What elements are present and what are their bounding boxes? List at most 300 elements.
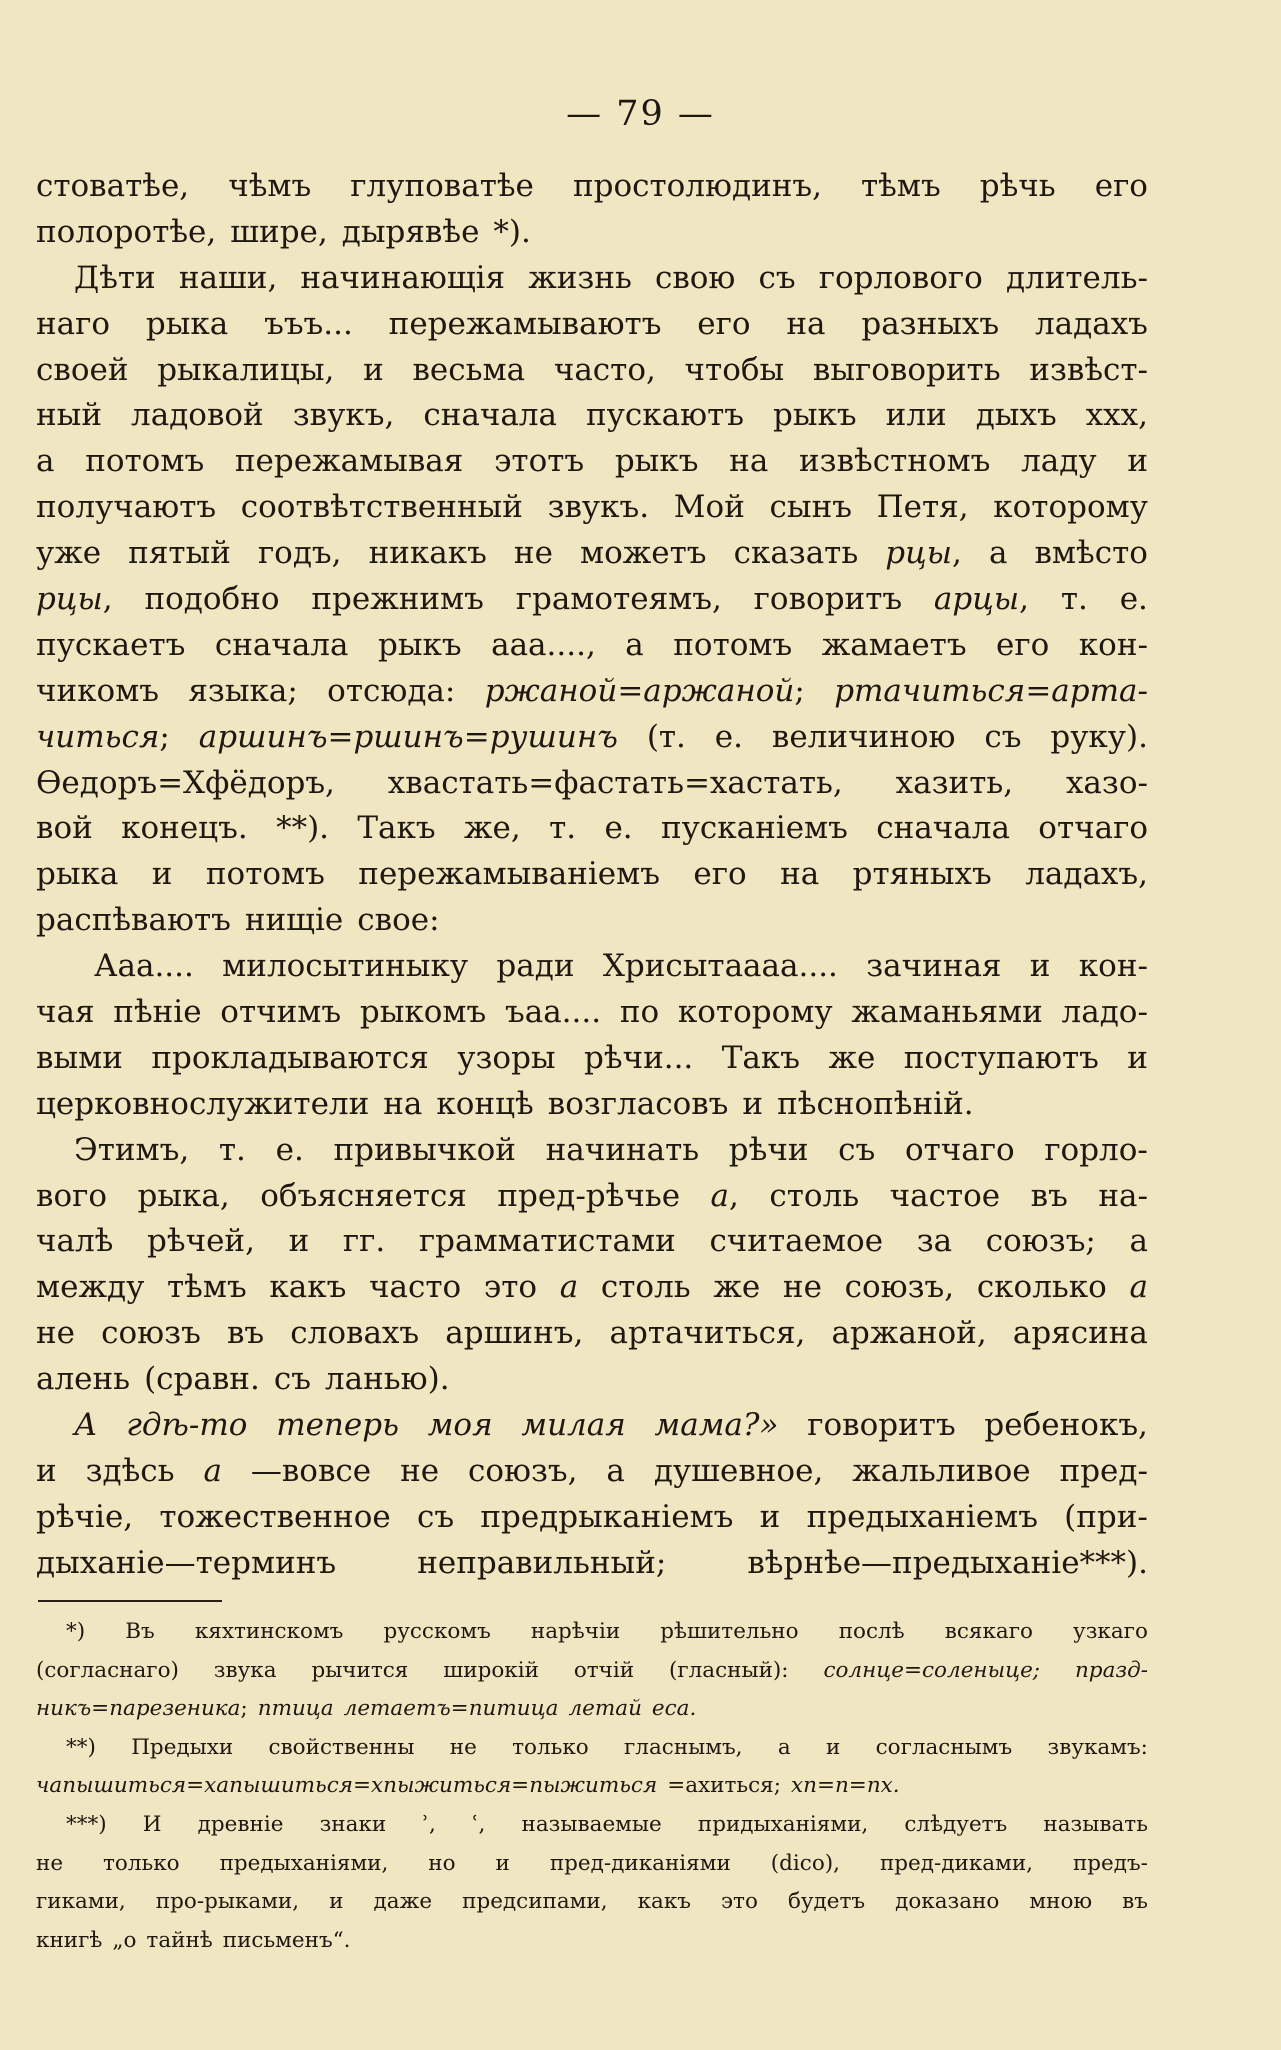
word bbox=[620, 990, 659, 1036]
word bbox=[1038, 806, 1148, 852]
word bbox=[601, 1265, 691, 1311]
word bbox=[747, 1541, 1148, 1587]
word bbox=[311, 577, 484, 623]
word bbox=[638, 1883, 691, 1922]
text-run: милая bbox=[521, 1407, 626, 1444]
text-run: тожественное bbox=[159, 1498, 391, 1535]
text-run: словахъ bbox=[290, 1315, 420, 1352]
word bbox=[389, 302, 662, 348]
word bbox=[36, 1219, 113, 1265]
word bbox=[1044, 1128, 1148, 1174]
text-run: Петя, bbox=[876, 489, 969, 526]
text-run: *). bbox=[493, 213, 531, 250]
text-run: гг. bbox=[342, 1223, 386, 1260]
text-run: простолюдинъ, bbox=[572, 168, 822, 204]
word bbox=[36, 1311, 75, 1357]
word bbox=[1079, 623, 1148, 669]
word bbox=[851, 990, 1042, 1036]
text-run: соотвѣтственный bbox=[240, 489, 523, 526]
text-run: рѣчи... bbox=[584, 1039, 694, 1076]
word bbox=[674, 485, 745, 531]
word bbox=[36, 1357, 130, 1403]
text-run: дыхъ bbox=[975, 397, 1057, 434]
word bbox=[826, 1729, 840, 1768]
text-run: а bbox=[1129, 1269, 1148, 1306]
text-run: Хрисытаааа.... bbox=[602, 948, 838, 985]
word bbox=[574, 1652, 634, 1691]
text-run: аршинъ, bbox=[445, 1315, 584, 1352]
text-run: звукъ, bbox=[292, 397, 395, 434]
text-run: съ bbox=[416, 1498, 455, 1535]
text-run: считаемое bbox=[709, 1223, 884, 1260]
text-line bbox=[36, 1082, 1148, 1128]
text-run: рыкъ bbox=[377, 626, 462, 663]
text-run: русскомъ bbox=[383, 1619, 491, 1644]
text-run: предыханіемъ bbox=[806, 1498, 1038, 1535]
word bbox=[770, 485, 852, 531]
text-run: чая bbox=[36, 994, 95, 1031]
word bbox=[357, 806, 435, 852]
word bbox=[36, 1690, 248, 1729]
text-run: сначала bbox=[876, 810, 1010, 847]
text-run: мною bbox=[1029, 1889, 1093, 1915]
text-run: начинающія bbox=[300, 259, 506, 296]
text-line bbox=[36, 1311, 1148, 1357]
text-run: пусканіемъ bbox=[661, 810, 848, 847]
text-run: арясина bbox=[1012, 1315, 1148, 1352]
word bbox=[838, 1128, 875, 1174]
text-run: мама?» bbox=[654, 1407, 779, 1444]
word bbox=[1030, 944, 1051, 990]
word bbox=[573, 164, 822, 210]
word bbox=[615, 439, 699, 485]
text-run: называемые bbox=[521, 1811, 662, 1837]
text-run: не bbox=[513, 535, 553, 572]
word bbox=[984, 1403, 1147, 1449]
text-run: въ bbox=[226, 1315, 265, 1352]
text-run: и bbox=[329, 1889, 344, 1915]
text-run: предъ- bbox=[1072, 1850, 1148, 1876]
word bbox=[383, 1613, 490, 1652]
text-line bbox=[36, 210, 1148, 256]
text-run: е. bbox=[1119, 581, 1148, 618]
word bbox=[522, 1806, 662, 1845]
word bbox=[147, 1219, 255, 1265]
text-line bbox=[36, 485, 1148, 531]
word bbox=[343, 1219, 385, 1265]
word bbox=[363, 348, 384, 394]
text-run: извѣстномъ bbox=[799, 443, 991, 480]
word bbox=[36, 1174, 107, 1220]
word bbox=[462, 1883, 607, 1922]
text-run: частое bbox=[889, 1177, 1001, 1214]
text-run: на- bbox=[1098, 1177, 1148, 1214]
word bbox=[188, 669, 297, 715]
text-run: теперь bbox=[276, 1407, 399, 1444]
word bbox=[853, 852, 992, 898]
footnote-line bbox=[36, 1729, 1148, 1768]
text-run: своей bbox=[36, 351, 129, 388]
text-run: Мой bbox=[673, 489, 745, 526]
text-run: (согласнаго) bbox=[36, 1657, 179, 1683]
word bbox=[496, 1845, 510, 1884]
word bbox=[199, 715, 618, 761]
word bbox=[497, 1174, 680, 1220]
word bbox=[505, 990, 601, 1036]
text-run: и bbox=[742, 1085, 764, 1122]
text-run: вѣрнѣе—предыханіе***). bbox=[747, 1544, 1148, 1581]
word bbox=[276, 1128, 304, 1174]
word bbox=[36, 1541, 336, 1587]
text-run: пред-рѣчье bbox=[497, 1177, 681, 1214]
text-run: (dico), bbox=[770, 1850, 840, 1876]
text-run: концѣ bbox=[436, 1085, 534, 1122]
word bbox=[103, 1845, 180, 1884]
word bbox=[358, 852, 660, 898]
text-run: и bbox=[825, 1734, 841, 1760]
word bbox=[678, 990, 833, 1036]
word bbox=[586, 393, 744, 439]
text-run: душевное, bbox=[653, 1452, 824, 1489]
text-run: ; bbox=[794, 672, 805, 709]
text-run: которому bbox=[993, 489, 1148, 526]
text-run: никъ=парезеника bbox=[36, 1696, 241, 1722]
text-line bbox=[36, 623, 1148, 669]
text-line bbox=[36, 1265, 1148, 1311]
text-run: привычкой bbox=[333, 1131, 516, 1168]
text-run: рцы bbox=[36, 581, 103, 618]
text-run: пред-диканіями bbox=[549, 1850, 731, 1876]
text-run: и bbox=[1127, 443, 1148, 480]
word bbox=[151, 1036, 428, 1082]
text-run: прежнимъ bbox=[311, 581, 484, 618]
text-run: на bbox=[729, 443, 769, 480]
text-run: и bbox=[288, 1223, 310, 1260]
text-run: никакъ bbox=[368, 535, 487, 572]
text-run: горлового bbox=[818, 259, 983, 296]
text-run: называть bbox=[1043, 1811, 1148, 1837]
word bbox=[1048, 1729, 1148, 1768]
text-run: жамаетъ bbox=[821, 626, 967, 663]
word bbox=[311, 1652, 408, 1691]
text-line bbox=[36, 302, 1148, 348]
word bbox=[274, 1357, 311, 1403]
text-run: предсипами, bbox=[462, 1889, 608, 1915]
word bbox=[754, 577, 902, 623]
text-run: объясняется bbox=[260, 1177, 467, 1214]
text-run: нарѣчіи bbox=[530, 1619, 621, 1644]
text-run: жаманьями bbox=[851, 994, 1043, 1031]
word bbox=[36, 531, 101, 577]
text-run: книгѣ bbox=[36, 1927, 103, 1953]
text-run: годъ, bbox=[257, 535, 342, 572]
text-run: тѣмъ bbox=[861, 168, 941, 204]
text-run: союзъ bbox=[101, 1315, 201, 1352]
word bbox=[880, 1845, 1033, 1884]
word bbox=[228, 164, 311, 210]
word bbox=[269, 1729, 415, 1768]
word bbox=[861, 164, 941, 210]
text-run: не bbox=[36, 1850, 64, 1876]
text-run: даже bbox=[373, 1889, 433, 1915]
word bbox=[300, 256, 505, 302]
word bbox=[198, 1806, 284, 1845]
word bbox=[514, 531, 553, 577]
word bbox=[74, 256, 156, 302]
word bbox=[36, 623, 185, 669]
text-run: уже bbox=[36, 535, 102, 572]
text-run: отчій bbox=[573, 1657, 635, 1683]
text-run: „о bbox=[112, 1927, 137, 1953]
word bbox=[709, 1219, 883, 1265]
word bbox=[1025, 852, 1148, 898]
word bbox=[780, 852, 819, 898]
text-run: союзъ, bbox=[844, 1269, 955, 1306]
word bbox=[320, 1806, 387, 1845]
word bbox=[895, 1883, 999, 1922]
text-line bbox=[36, 256, 1148, 302]
word bbox=[112, 1922, 136, 1961]
text-run: распѣваютъ bbox=[36, 902, 231, 939]
text-run: рыкомъ bbox=[359, 994, 487, 1031]
word bbox=[606, 1449, 624, 1495]
word bbox=[996, 623, 1049, 669]
text-run: ххх, bbox=[1085, 397, 1148, 434]
word bbox=[603, 944, 838, 990]
text-run: величиною bbox=[771, 718, 956, 755]
word bbox=[760, 1495, 781, 1541]
word bbox=[223, 1922, 351, 1961]
word bbox=[36, 1036, 123, 1082]
word bbox=[516, 577, 722, 623]
word bbox=[721, 1883, 758, 1922]
text-run: только bbox=[512, 1734, 589, 1760]
text-run: только bbox=[103, 1850, 180, 1876]
text-line bbox=[36, 577, 1148, 623]
word bbox=[1064, 1495, 1148, 1541]
text-run: съ bbox=[838, 1131, 876, 1168]
word bbox=[443, 1652, 539, 1691]
text-run: а bbox=[559, 1269, 579, 1306]
text-run: сначала bbox=[214, 626, 349, 663]
footnote-line bbox=[36, 1767, 1148, 1806]
word bbox=[904, 1036, 1099, 1082]
text-run: ржаной=аржаной bbox=[484, 672, 795, 709]
text-run: послѣ bbox=[838, 1619, 905, 1644]
word bbox=[822, 623, 967, 669]
word bbox=[771, 1845, 840, 1884]
word bbox=[388, 761, 843, 807]
word bbox=[584, 1036, 693, 1082]
word bbox=[428, 1845, 455, 1884]
text-run: наши, bbox=[178, 259, 278, 296]
text-run: птица bbox=[257, 1696, 334, 1722]
text-run: руку). bbox=[1050, 718, 1148, 755]
word bbox=[85, 439, 204, 485]
word bbox=[624, 1729, 742, 1768]
word bbox=[167, 1265, 247, 1311]
text-run: рыка bbox=[145, 305, 229, 342]
word bbox=[235, 439, 463, 485]
text-run: извѣст- bbox=[1029, 351, 1148, 388]
text-run: , bbox=[1019, 581, 1029, 618]
text-run: съ bbox=[758, 259, 796, 296]
word bbox=[977, 1265, 1107, 1311]
word bbox=[422, 1806, 435, 1845]
word bbox=[144, 577, 279, 623]
word bbox=[36, 1652, 179, 1691]
word bbox=[36, 164, 189, 210]
text-run: сначала bbox=[423, 397, 557, 434]
word bbox=[472, 1806, 485, 1845]
page-number: — 79 — bbox=[566, 94, 715, 134]
word bbox=[905, 1128, 1015, 1174]
word bbox=[74, 1403, 97, 1449]
word bbox=[86, 1449, 175, 1495]
word bbox=[131, 393, 264, 439]
word bbox=[436, 1082, 533, 1128]
word bbox=[493, 210, 530, 256]
word bbox=[772, 715, 956, 761]
text-run: между bbox=[36, 1269, 145, 1306]
text-run: гласнымъ, bbox=[624, 1734, 743, 1760]
text-run: какъ bbox=[637, 1889, 691, 1915]
text-run: чалѣ bbox=[36, 1223, 114, 1260]
word bbox=[329, 1883, 343, 1922]
footnote-line bbox=[36, 1690, 1148, 1729]
word bbox=[722, 1036, 800, 1082]
text-run: и bbox=[495, 1850, 510, 1876]
word bbox=[945, 1613, 1033, 1652]
word bbox=[984, 715, 1021, 761]
word bbox=[1034, 531, 1147, 577]
word bbox=[36, 761, 335, 807]
word bbox=[734, 531, 859, 577]
text-run: звукамъ: bbox=[1047, 1734, 1148, 1760]
text-run: его bbox=[697, 305, 751, 342]
word bbox=[36, 577, 113, 623]
word bbox=[885, 531, 962, 577]
text-run: хазить, bbox=[895, 764, 1014, 801]
word bbox=[383, 1082, 422, 1128]
word bbox=[1031, 1174, 1068, 1220]
word bbox=[866, 944, 1001, 990]
text-line bbox=[36, 761, 1148, 807]
word bbox=[113, 990, 201, 1036]
text-line bbox=[36, 852, 1148, 898]
word bbox=[485, 669, 805, 715]
text-run: солнце=соленыце; bbox=[823, 1657, 1041, 1683]
word bbox=[773, 393, 857, 439]
word bbox=[36, 1767, 657, 1806]
word bbox=[293, 393, 395, 439]
text-run: выми bbox=[36, 1039, 123, 1076]
word bbox=[496, 944, 574, 990]
word bbox=[125, 1613, 154, 1652]
text-run: тѣмъ bbox=[167, 1269, 247, 1306]
text-line bbox=[36, 806, 1148, 852]
word bbox=[655, 256, 735, 302]
text-run: хп=п=пх. bbox=[790, 1773, 900, 1799]
word bbox=[74, 1128, 189, 1174]
text-run: звука bbox=[213, 1657, 277, 1683]
word bbox=[344, 1690, 559, 1729]
text-run: слѣдуетъ bbox=[904, 1811, 1008, 1837]
word bbox=[350, 164, 534, 210]
word bbox=[652, 1690, 696, 1729]
word bbox=[144, 1357, 260, 1403]
word bbox=[832, 1311, 987, 1357]
word bbox=[807, 1495, 1038, 1541]
word bbox=[36, 669, 159, 715]
text-run: говоритъ bbox=[753, 581, 903, 618]
text-run: рыкалицы, bbox=[157, 351, 335, 388]
word bbox=[1029, 1883, 1092, 1922]
word bbox=[777, 1082, 974, 1128]
word bbox=[834, 669, 1148, 715]
text-line bbox=[36, 348, 1148, 394]
word bbox=[711, 1174, 739, 1220]
word bbox=[580, 531, 707, 577]
text-run: жальливое bbox=[852, 1452, 1031, 1489]
text-run: какъ bbox=[269, 1269, 347, 1306]
text-run: узкаго bbox=[1073, 1619, 1148, 1644]
text-run: звукъ. bbox=[547, 489, 650, 526]
text-line bbox=[36, 669, 1148, 715]
footnote-line bbox=[36, 1652, 1148, 1691]
text-run: , bbox=[952, 535, 962, 572]
text-run: грамматистами bbox=[418, 1223, 676, 1260]
word bbox=[989, 531, 1007, 577]
word bbox=[713, 1265, 760, 1311]
word bbox=[36, 1265, 144, 1311]
text-run: и bbox=[1029, 948, 1051, 985]
word bbox=[327, 669, 455, 715]
text-run: за bbox=[916, 1223, 953, 1260]
word bbox=[36, 852, 118, 898]
text-run: =ахиться; bbox=[667, 1773, 781, 1799]
text-run: т. bbox=[549, 810, 577, 847]
word bbox=[276, 1403, 399, 1449]
text-run: церковнослужители bbox=[36, 1085, 370, 1122]
word bbox=[1050, 715, 1148, 761]
word bbox=[36, 439, 54, 485]
word bbox=[220, 1845, 389, 1884]
word bbox=[146, 302, 228, 348]
text-run: потомъ bbox=[673, 626, 793, 663]
text-run: по bbox=[619, 994, 660, 1031]
text-run: получаютъ bbox=[36, 489, 217, 526]
word bbox=[1095, 164, 1148, 210]
text-run: кон- bbox=[1078, 626, 1148, 663]
text-run: доказано bbox=[895, 1889, 1000, 1915]
word bbox=[546, 1128, 699, 1174]
word bbox=[890, 1174, 1001, 1220]
word bbox=[1127, 1036, 1148, 1082]
word bbox=[251, 1449, 371, 1495]
word bbox=[813, 348, 1001, 394]
word bbox=[419, 1219, 676, 1265]
text-run: чтобы bbox=[684, 351, 785, 388]
word bbox=[342, 210, 480, 256]
word bbox=[195, 1613, 344, 1652]
word bbox=[1073, 1613, 1148, 1652]
text-run: выговорить bbox=[812, 351, 1001, 388]
word bbox=[673, 623, 792, 669]
word bbox=[260, 1174, 467, 1220]
word bbox=[128, 531, 231, 577]
text-run: пѣснопѣній. bbox=[777, 1085, 974, 1122]
